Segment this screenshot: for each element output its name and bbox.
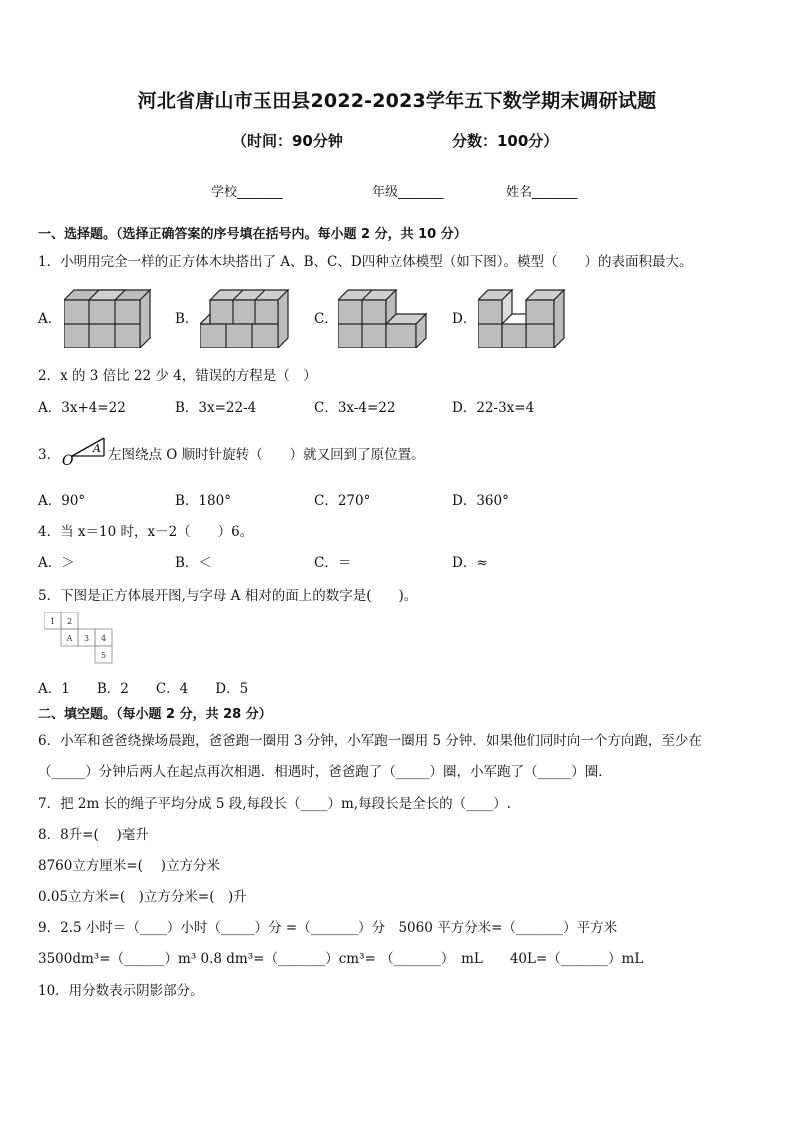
question-2: 2．x 的 3 倍比 22 少 4，错误的方程是（ ） (38, 368, 317, 384)
cube-model-d (478, 282, 568, 348)
exam-score: 分数：100分） (452, 132, 559, 150)
cube-model-a (64, 282, 152, 348)
q3-option-d: D．360° (452, 493, 509, 509)
question-8-line-2: 8760立方厘米=( )立方分米 (38, 858, 220, 874)
q1-option-b: B． (175, 311, 199, 327)
section-2-heading: 二、填空题。（每小题 2 分，共 28 分） (38, 707, 272, 722)
page-title: 河北省唐山市玉田县2022-2023学年五下数学期末调研试题 (137, 90, 657, 112)
q4-option-b: B．＜ (175, 555, 212, 571)
question-9-line-1: 9．2.5 小时＝（____）小时（_____）分 =（_______）分 5060 平方分米=（_______）平方米 (38, 920, 618, 936)
cube-model-b (200, 282, 290, 348)
q1-option-c: C． (314, 311, 338, 327)
q4-option-a: A．＞ (38, 555, 75, 571)
cube-model-c (338, 282, 428, 348)
q5-options: A．1 B．2 C．4 D．5 (38, 681, 249, 697)
name-field: 姓名_______ (506, 185, 578, 200)
question-6-line-2: （_____）分钟后两人在起点再次相遇．相遇时，爸爸跑了（_____）圈，小军跑了（_____）圈． (38, 764, 612, 780)
net-face-3: 3 (83, 634, 90, 643)
q2-option-b: B．3x=22-4 (175, 400, 257, 416)
q2-option-a: A．3x+4=22 (38, 400, 126, 416)
grade-field: 年级_______ (372, 185, 444, 200)
question-5: 5．下图是正方体展开图,与字母 A 相对的面上的数字是( )。 (38, 588, 418, 604)
q1-option-d: D． (452, 311, 477, 327)
q1-option-a: A． (38, 311, 62, 327)
net-face-4: 4 (100, 634, 107, 643)
net-face-2: 2 (66, 617, 73, 626)
q4-option-c: C．＝ (314, 555, 352, 571)
point-a-label: A (93, 442, 101, 455)
section-1-heading: 一、选择题。（选择正确答案的序号填在括号内。每小题 2 分，共 10 分） (38, 227, 467, 242)
question-8-line-3: 0.05立方米=( )立方分米=( )升 (38, 889, 247, 905)
question-10: 10．用分数表示阴影部分。 (38, 983, 204, 999)
rotation-figure (62, 432, 108, 468)
question-8-line-1: 8．8升=( )毫升 (38, 827, 149, 843)
question-7: 7．把 2m 长的绳子平均分成 5 段,每段长（____）m,每段长是全长的（____）. (38, 796, 511, 812)
question-9-line-2: 3500dm³=（______）m³ 0.8 dm³=（_______）cm³= （_______） mL 40L=（_______）mL (38, 951, 644, 967)
question-1: 1．小明用完全一样的正方体木块搭出了 A、B、C、D四种立体模型（如下图）。模型（ ）的表面积最大。 (38, 254, 693, 270)
q3-option-c: C．270° (314, 493, 371, 509)
net-face-1: 1 (49, 617, 56, 626)
school-field: 学校_______ (211, 185, 283, 200)
point-o-label: O (62, 453, 74, 468)
q3-option-a: A．90° (38, 493, 86, 509)
question-3-number: 3． (38, 447, 61, 463)
net-face-5: 5 (100, 651, 107, 660)
exam-time: （时间：90分钟 (232, 132, 343, 150)
question-4: 4．当 x＝10 时，x－2（ ）6。 (38, 524, 254, 540)
question-6-line-1: 6．小军和爸爸绕操场晨跑，爸爸跑一圈用 3 分钟，小军跑一圈用 5 分钟．如果他们同时向一个方向跑，至少在 (38, 733, 702, 749)
q4-option-d: D．≈ (452, 555, 488, 571)
q3-option-b: B．180° (175, 493, 231, 509)
question-3: 左图绕点 O 顺时针旋转（ ）就又回到了原位置。 (108, 447, 425, 463)
cube-net-figure (44, 612, 116, 666)
q2-option-c: C．3x-4=22 (314, 400, 396, 416)
net-face-a: A (66, 634, 73, 643)
q2-option-d: D．22-3x=4 (452, 400, 535, 416)
